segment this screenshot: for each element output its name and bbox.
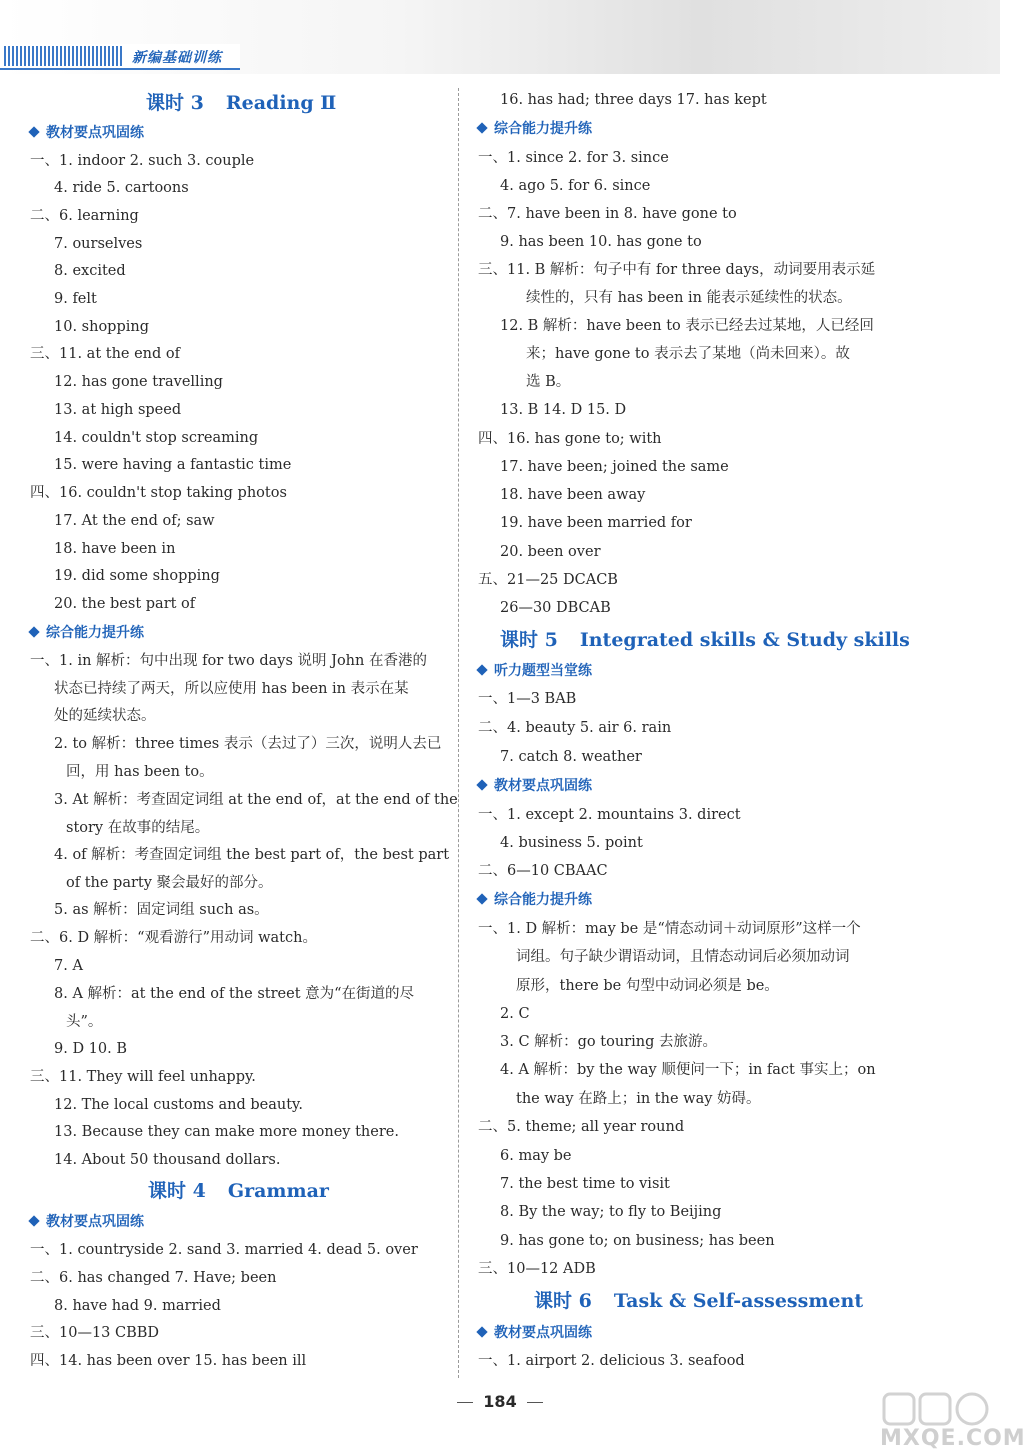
answer-line: 四、14. has been over 15. has been ill bbox=[30, 1353, 307, 1369]
answer-line: 3. C 解析：go touring 去旅游。 bbox=[500, 1034, 717, 1050]
answer-line: 20. been over bbox=[500, 544, 601, 560]
answer-line: 9. has gone to; on business; has been bbox=[500, 1233, 775, 1249]
answer-line: 7. the best time to visit bbox=[500, 1176, 670, 1192]
answer-line: 三、11. B 解析：句子中有 for three days，动词要用表示延 bbox=[478, 262, 876, 278]
answer-line: 一、1. airport 2. delicious 3. seafood bbox=[478, 1353, 745, 1369]
answer-line: 回，用 has been to。 bbox=[66, 764, 214, 780]
diamond-bullet-icon bbox=[28, 126, 39, 137]
answer-line: 一、1. except 2. mountains 3. direct bbox=[478, 807, 741, 823]
answer-line: 三、10—13 CBBD bbox=[30, 1325, 160, 1341]
answer-line: 9. D 10. B bbox=[54, 1041, 128, 1057]
lesson-heading bbox=[534, 1286, 863, 1313]
answer-line: 二、6. learning bbox=[30, 208, 139, 224]
section-heading bbox=[478, 775, 592, 795]
answer-line: 8. By the way; to fly to Beijing bbox=[500, 1204, 722, 1220]
answer-line: 原形，there be 句型中动词必须是 be。 bbox=[516, 978, 779, 994]
answer-line: 一、1. since 2. for 3. since bbox=[478, 150, 669, 166]
answer-line: 13. at high speed bbox=[54, 402, 182, 418]
answer-line: of the party 聚会最好的部分。 bbox=[66, 875, 273, 891]
answer-line: 26—30 DBCAB bbox=[500, 600, 611, 616]
answer-line: 五、21—25 DCACB bbox=[478, 572, 618, 588]
lesson-heading bbox=[146, 88, 336, 115]
section-heading-text: 教材要点巩固练 bbox=[46, 125, 144, 141]
section-heading-text: 教材要点巩固练 bbox=[494, 778, 592, 794]
answer-line: 19. did some shopping bbox=[54, 568, 220, 584]
answer-line: 17. At the end of; saw bbox=[54, 513, 215, 529]
section-heading-text: 教材要点巩固练 bbox=[494, 1325, 592, 1341]
watermark-seal-icon bbox=[880, 1390, 990, 1430]
answer-line: 17. have been; joined the same bbox=[500, 459, 729, 475]
header-stripe-decoration bbox=[4, 46, 124, 66]
answer-line: 一、1—3 BAB bbox=[478, 691, 577, 707]
section-heading bbox=[478, 660, 592, 680]
page-number-text: 184 bbox=[483, 1392, 517, 1411]
answer-line: 4. of 解析：考查固定词组 the best part of，the best part bbox=[54, 847, 450, 863]
answer-line: 14. About 50 thousand dollars. bbox=[54, 1152, 281, 1168]
section-heading-text: 综合能力提升练 bbox=[494, 121, 592, 137]
answer-line: 处的延续状态。 bbox=[54, 708, 156, 724]
answer-line: 一、1. countryside 2. sand 3. married 4. dead 5. over bbox=[30, 1242, 418, 1258]
answer-line: 三、11. They will feel unhappy. bbox=[30, 1069, 256, 1085]
section-heading bbox=[478, 889, 592, 909]
answer-line: 8. have had 9. married bbox=[54, 1298, 221, 1314]
lesson-number: 课时 4 bbox=[148, 1180, 206, 1202]
answer-line: 5. as 解析：固定词组 such as。 bbox=[54, 902, 269, 918]
answer-line: 14. couldn't stop screaming bbox=[54, 430, 259, 446]
answer-line: 9. felt bbox=[54, 291, 97, 307]
lesson-title: Grammar bbox=[227, 1180, 329, 1202]
answer-line: 7. catch 8. weather bbox=[500, 749, 642, 765]
answer-line: 7. ourselves bbox=[54, 236, 143, 252]
answer-line: story 在故事的结尾。 bbox=[66, 820, 210, 836]
lesson-number: 课时 3 bbox=[146, 92, 204, 114]
diamond-bullet-icon bbox=[476, 779, 487, 790]
lesson-number: 课时 6 bbox=[534, 1290, 592, 1312]
answer-line: 词组。句子缺少谓语动词，且情态动词后必须加动词 bbox=[516, 949, 850, 965]
page-number-dash-left bbox=[457, 1402, 473, 1403]
answer-line: 4. ride 5. cartoons bbox=[54, 180, 189, 196]
answer-line: 10. shopping bbox=[54, 319, 150, 335]
answer-line: 二、4. beauty 5. air 6. rain bbox=[478, 720, 672, 736]
diamond-bullet-icon bbox=[476, 1326, 487, 1337]
header-rule bbox=[0, 68, 240, 70]
answer-line: 状态已持续了两天，所以应使用 has been in 表示在某 bbox=[54, 681, 409, 697]
answer-line: 6. may be bbox=[500, 1148, 572, 1164]
lesson-heading bbox=[148, 1176, 329, 1203]
answer-line: the way 在路上；in the way 妨碍。 bbox=[516, 1091, 761, 1107]
lesson-title: Task & Self-assessment bbox=[613, 1290, 864, 1312]
answer-line: 一、1. D 解析：may be 是“情态动词＋动词原形”这样一个 bbox=[478, 921, 861, 937]
running-header-title: 新编基础训练 bbox=[132, 50, 222, 66]
watermark-text: MXQE.COM bbox=[880, 1426, 1026, 1451]
answer-line: 15. were having a fantastic time bbox=[54, 457, 292, 473]
answer-line: 18. have been away bbox=[500, 487, 646, 503]
watermark-logo bbox=[880, 1390, 1026, 1451]
lesson-heading bbox=[500, 625, 910, 652]
lesson-title: Reading Ⅱ bbox=[225, 92, 337, 114]
diamond-bullet-icon bbox=[476, 893, 487, 904]
answer-line: 13. Because they can make more money there. bbox=[54, 1124, 399, 1140]
section-heading bbox=[30, 622, 144, 642]
answer-line: 3. At 解析：考查固定词组 at the end of，at the end of the bbox=[54, 792, 458, 808]
answer-line: 8. A 解析：at the end of the street 意为“在街道的尽 bbox=[54, 986, 415, 1002]
answer-line: 4. A 解析：by the way 顺便问一下；in fact 事实上；on bbox=[500, 1062, 876, 1078]
answer-line: 二、6. has changed 7. Have; been bbox=[30, 1270, 277, 1286]
answer-line: 20. the best part of bbox=[54, 596, 196, 612]
answer-line: 12. B 解析：have been to 表示已经去过某地，人已经回 bbox=[500, 318, 874, 334]
answer-line: 来；have gone to 表示去了某地（尚未回来）。故 bbox=[526, 346, 850, 362]
answer-line: 9. has been 10. has gone to bbox=[500, 234, 702, 250]
page-number-dash-right bbox=[527, 1402, 543, 1403]
answer-line: 头”。 bbox=[66, 1014, 103, 1030]
answer-line: 2. C bbox=[500, 1006, 530, 1022]
answer-line: 12. The local customs and beauty. bbox=[54, 1097, 303, 1113]
answer-line: 2. to 解析：three times 表示（去过了）三次，说明人去已 bbox=[54, 736, 442, 752]
answer-line: 四、16. has gone to; with bbox=[478, 431, 662, 447]
section-heading-text: 综合能力提升练 bbox=[494, 892, 592, 908]
answer-line: 19. have been married for bbox=[500, 515, 692, 531]
answer-line: 12. has gone travelling bbox=[54, 374, 223, 390]
answer-line: 三、10—12 ADB bbox=[478, 1261, 596, 1277]
answer-line: 8. excited bbox=[54, 263, 126, 279]
page-number bbox=[0, 1392, 1000, 1411]
section-heading bbox=[478, 1322, 592, 1342]
answer-line: 二、6—10 CBAAC bbox=[478, 863, 608, 879]
answer-line: 二、5. theme; all year round bbox=[478, 1119, 685, 1135]
answer-line: 选 B。 bbox=[526, 374, 571, 390]
answer-line: 13. B 14. D 15. D bbox=[500, 402, 627, 418]
diamond-bullet-icon bbox=[28, 1215, 39, 1226]
answer-line: 三、11. at the end of bbox=[30, 346, 181, 362]
answer-line: 二、6. D 解析：“观看游行”用动词 watch。 bbox=[30, 930, 317, 946]
answer-line: 7. A bbox=[54, 958, 83, 974]
section-heading-text: 教材要点巩固练 bbox=[46, 1214, 144, 1230]
answer-line: 4. business 5. point bbox=[500, 835, 643, 851]
section-heading bbox=[478, 118, 592, 138]
answer-line: 二、7. have been in 8. have gone to bbox=[478, 206, 737, 222]
section-heading bbox=[30, 1211, 144, 1231]
diamond-bullet-icon bbox=[28, 626, 39, 637]
section-heading-text: 听力题型当堂练 bbox=[494, 663, 592, 679]
answer-line: 16. has had; three days 17. has kept bbox=[500, 92, 767, 108]
answer-line: 四、16. couldn't stop taking photos bbox=[30, 485, 287, 501]
section-heading bbox=[30, 122, 144, 142]
answer-line: 18. have been in bbox=[54, 541, 176, 557]
diamond-bullet-icon bbox=[476, 664, 487, 675]
answer-line: 续性的，只有 has been in 能表示延续性的状态。 bbox=[526, 290, 852, 306]
column-divider bbox=[458, 88, 459, 1378]
lesson-number: 课时 5 bbox=[500, 629, 558, 651]
answer-line: 一、1. in 解析：句中出现 for two days 说明 John 在香港的 bbox=[30, 653, 427, 669]
section-heading-text: 综合能力提升练 bbox=[46, 625, 144, 641]
answer-line: 一、1. indoor 2. such 3. couple bbox=[30, 153, 255, 169]
diamond-bullet-icon bbox=[476, 122, 487, 133]
answer-line: 4. ago 5. for 6. since bbox=[500, 178, 651, 194]
lesson-title: Integrated skills & Study skills bbox=[579, 629, 910, 651]
